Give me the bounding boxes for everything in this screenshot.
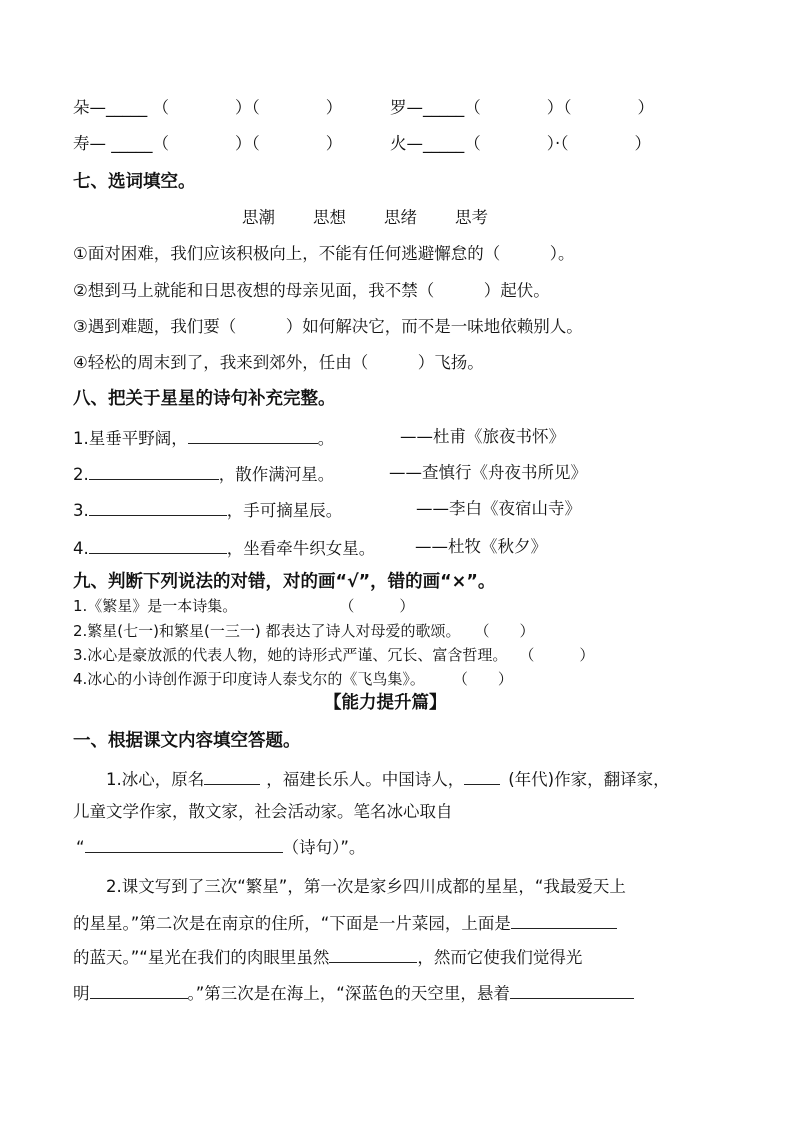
- blank-line[interactable]: [90, 981, 188, 999]
- section-7-title: 七、选词填空。: [73, 172, 196, 192]
- word-bank: [242, 207, 488, 229]
- q2-line-3: 的蓝天。”“星光在我们的肉眼里虽然 ，然而它使我们觉得光: [73, 945, 582, 969]
- section-8-title: 八、把关于星星的诗句补充完整。: [73, 389, 336, 409]
- answer-blank[interactable]: （ ）: [474, 622, 535, 640]
- blank-line[interactable]: [89, 498, 227, 516]
- poem-source-4: ——杜牧《秋夕》: [415, 537, 547, 556]
- answer-blank[interactable]: （ ）: [339, 597, 415, 615]
- word-1: 思潮: [242, 208, 275, 227]
- blank-line[interactable]: [89, 536, 227, 554]
- q2-line-4: 明 。”第三次是在海上，“深蓝色的天空里，悬着: [73, 981, 634, 1005]
- poem-line-3: 3. ，手可摘星辰。: [73, 498, 342, 522]
- answer-blank[interactable]: （ ）: [519, 646, 595, 664]
- blank-line[interactable]: [188, 426, 318, 444]
- sec7-item-1: ①面对困难，我们应该积极向上，不能有任何逃避懈怠的（ ）。: [73, 244, 575, 263]
- judge-item-2: 2.繁星(七一)和繁星(一三一) 都表达了诗人对母爱的歌颂。 （ ）: [73, 622, 535, 640]
- section-9-title: 九、判断下列说法的对错，对的画“√”，错的画“×”。: [73, 572, 496, 592]
- blank-line[interactable]: [464, 767, 500, 785]
- poem-line-1: 1.星垂平野阔， 。: [73, 426, 334, 450]
- zi-row-2-right: 火—_____（ ）·（ ）: [390, 134, 651, 153]
- zi-row-2-left: 寿— _____（ ）（ ）: [73, 134, 343, 153]
- poem-source-2: ——查慎行《舟夜书所见》: [389, 463, 587, 482]
- sec7-item-3: ③遇到难题，我们要（ ）如何解决它，而不是一味地依赖别人。: [73, 317, 583, 336]
- poem-source-1: ——杜甫《旅夜书怀》: [400, 427, 565, 446]
- blank-line[interactable]: [329, 945, 417, 963]
- blank-line[interactable]: [85, 835, 283, 853]
- q2-line-1: 2.课文写到了三次“繁星”，第一次是家乡四川成都的星星，“我最爱天上: [106, 877, 626, 896]
- sec7-item-2: ②想到马上就能和日思夜想的母亲见面，我不禁（ ）起伏。: [73, 281, 550, 300]
- q1-line-1: 1.冰心，原名 ，福建长乐人。中国诗人， (年代)作家，翻译家，: [106, 767, 670, 791]
- word-2: 思想: [313, 208, 346, 227]
- sec7-item-4: ④轻松的周末到了，我来到郊外，任由（ ）飞扬。: [73, 353, 484, 372]
- q1-line-2: 儿童文学作家，散文家，社会活动家。笔名冰心取自: [73, 802, 453, 821]
- word-4: 思考: [455, 208, 488, 227]
- poem-line-2: 2. ，散作满河星。: [73, 462, 334, 486]
- blank-line[interactable]: [89, 462, 219, 480]
- poem-source-3: ——李白《夜宿山寺》: [416, 499, 581, 518]
- word-3: 思绪: [384, 208, 417, 227]
- blank-line[interactable]: [511, 911, 617, 929]
- judge-item-1: 1.《繁星》是一本诗集。 （ ）: [73, 597, 415, 615]
- answer-blank[interactable]: （ ）: [452, 670, 513, 688]
- q1-line-3: “ （诗句）”。: [76, 835, 365, 859]
- blank-line[interactable]: [204, 767, 260, 785]
- judge-item-3: 3.冰心是豪放派的代表人物，她的诗形式严谨、冗长、富含哲理。 （ ）: [73, 646, 595, 664]
- ability-section-1-title: 一、根据课文内容填空答题。: [73, 731, 301, 751]
- judge-item-4: 4.冰心的小诗创作源于印度诗人泰戈尔的《飞鸟集》。 （ ）: [73, 670, 513, 688]
- poem-line-4: 4. ，坐看牵牛织女星。: [73, 536, 375, 560]
- q2-line-2: 的星星。”第二次是在南京的住所，“下面是一片菜园，上面是: [73, 911, 617, 935]
- zi-row-1-right: 罗—_____（ ）（ ）: [390, 98, 654, 117]
- ability-heading: 【能力提升篇】: [324, 693, 447, 713]
- blank-line[interactable]: [510, 981, 634, 999]
- zi-row-1-left: 朵—_____ （ ）（ ）: [73, 98, 343, 117]
